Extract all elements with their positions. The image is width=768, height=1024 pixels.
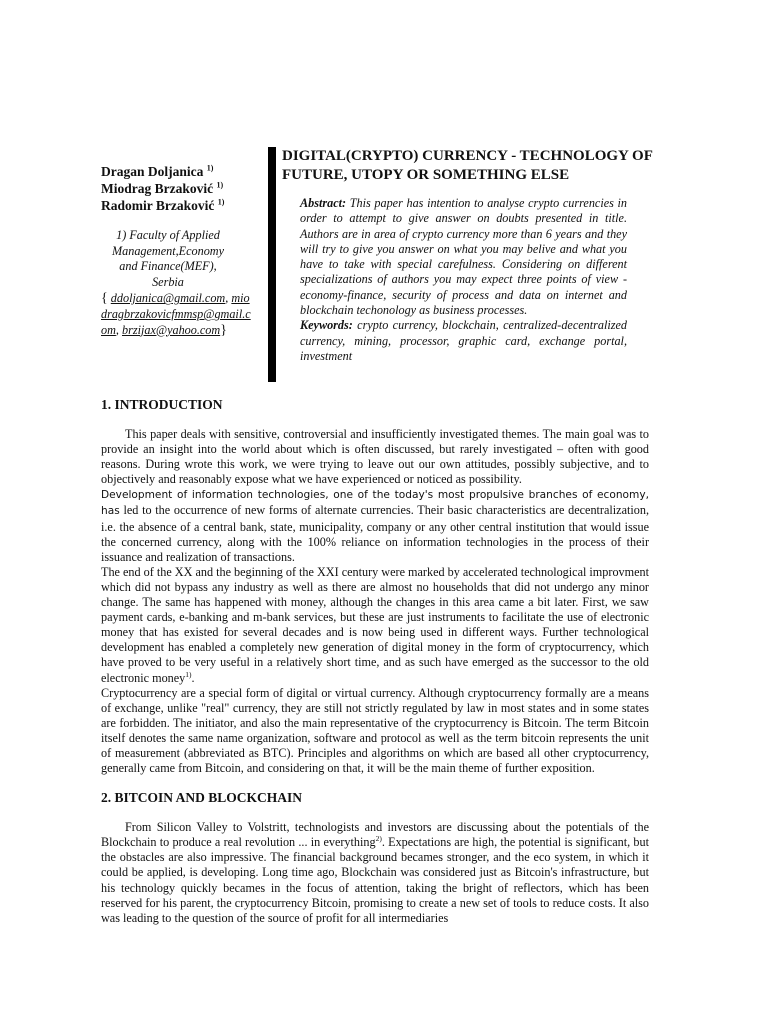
- author-name: Radomir Brzaković $^{1)}$: [101, 197, 225, 213]
- paragraph: This paper deals with sensitive, controversial and insufficiently investigated themes. The main goal was to provide an insight into the world about which is often discussed, but rarely investigated – often with good reasons. During wrote this work, we were trying to leave out our own attitudes, possibly subjective, and to objectively and reasonably expose what we have experienced or noticed as possibility.: [101, 427, 649, 487]
- paragraph: Cryptocurrency are a special form of digital or virtual currency. Although cryptocurrency formally are a means of exchange, unlike "real" currency, they are still not strictly regulated by law in most states and in some states are forbidden. The initiator, and also the main representative of the cryptocurrency is Bitcoin. The term Bitcoin itself denotes the same name organization, software and protocol as well as the term bitcoin represents the unit of measurement (abbreviated as BTC). Principles and algorithms on which are based all other cryptocurrency, generally came from Bitcoin, and considering on that, it will be the main theme of further exposition.: [101, 685, 649, 776]
- email-link[interactable]: brzijax@yahoo.com: [122, 322, 221, 337]
- email-link[interactable]: miodragbrzakovicfmmsp@gmail.com: [101, 291, 251, 337]
- title-divider-bar: [268, 147, 276, 382]
- affiliation: 1) Faculty of Applied Management,Economy and Finance(MEF), Serbia: [111, 228, 225, 289]
- paragraph: Development of information technologies, one of the today's most propulsive branches of economy, has led to the occurrence of new forms of alternate currencies. Their basic characteristics are decentralization, i.e. the absence of a central bank, state, municipality, company or any other central institution that would issue the concerned currency, along with the 100% reliance on information technologies in the process of their issuance and realization of transactions.: [101, 489, 649, 564]
- author-emails: { ddoljanica@gmail.com, miodragbrzakovicfmmsp@gmail.com, brzijax@yahoo.com}: [101, 291, 251, 338]
- author-block: [101, 163, 251, 338]
- author-name: Dragan Doljanica $^{1)}$: [101, 163, 214, 179]
- paragraph: From Silicon Valley to Volstritt, technologists and investors are discussing about the potentials of the Blockchain to produce a real revolution ... in everything$^{2)}$. Expectations are high, the potential is significant, but the obstacles are also impressive. The financial background becames stronger, and the eco system, in which it could be applied, is developing. Long time ago, Blockchain was considered just as Bitcoin's infrastructure, but his technology quickly becames in the focus of attention, taking the bright of reflectors, which has been reserved for his parent, the cryptocurrency Bitcoin, promising to create a new set of tools to reduce costs. It also was leading to the question of the source of profit for all intermediaries: [101, 820, 649, 925]
- paper-body: [101, 396, 649, 926]
- email-link[interactable]: ddoljanica@gmail.com: [110, 291, 226, 306]
- keywords: Keywords: crypto currency, blockchain, centralized-decentralized currency, mining, processor, graphic card, exchange portal, investment: [300, 318, 627, 363]
- paper-title: DIGITAL(CRYPTO) CURRENCY - TECHNOLOGY OF FUTURE, UTOPY OR SOMETHING ELSE: [282, 148, 653, 183]
- section-heading: 1. INTRODUCTION: [101, 397, 223, 412]
- author-name: Miodrag Brzaković $^{1)}$: [101, 180, 224, 196]
- paragraph: The end of the XX and the beginning of the XXI century were marked by accelerated technological improvment which did not bypass any industry as well as there are almost no households that did not undergo any minor change. The same has happened with money, although the changes in this area came a bit later. First, we saw payment cards, e-banking and m-bank services, but these are just instruments to facilitate the use of electronic money that has existed for several decades and is now being used in different ways. Further technological development has enabled a completely new generation of digital money in the form of cryptocurrency, which have proved to be very useful in a relatively short time, and as such have emerged as the successor to the old electronic money$^{1)}$.: [101, 564, 649, 685]
- section-heading: 2. BITCOIN AND BLOCKCHAIN: [101, 790, 303, 806]
- abstract: [300, 196, 627, 364]
- abstract-text: Abstract: This paper has intention to analyse crypto currencies in order to attempt to give answer on doubts presented in title. Authors are in area of crypto currency more than 6 years and they will try to give you answer on what you may belive and what you have to take with special carefulness. Considering on different specializations of authors you may expect three points of view - economy-finance, security of process and data on internet and blockchain techonology as business processes.: [300, 196, 628, 318]
